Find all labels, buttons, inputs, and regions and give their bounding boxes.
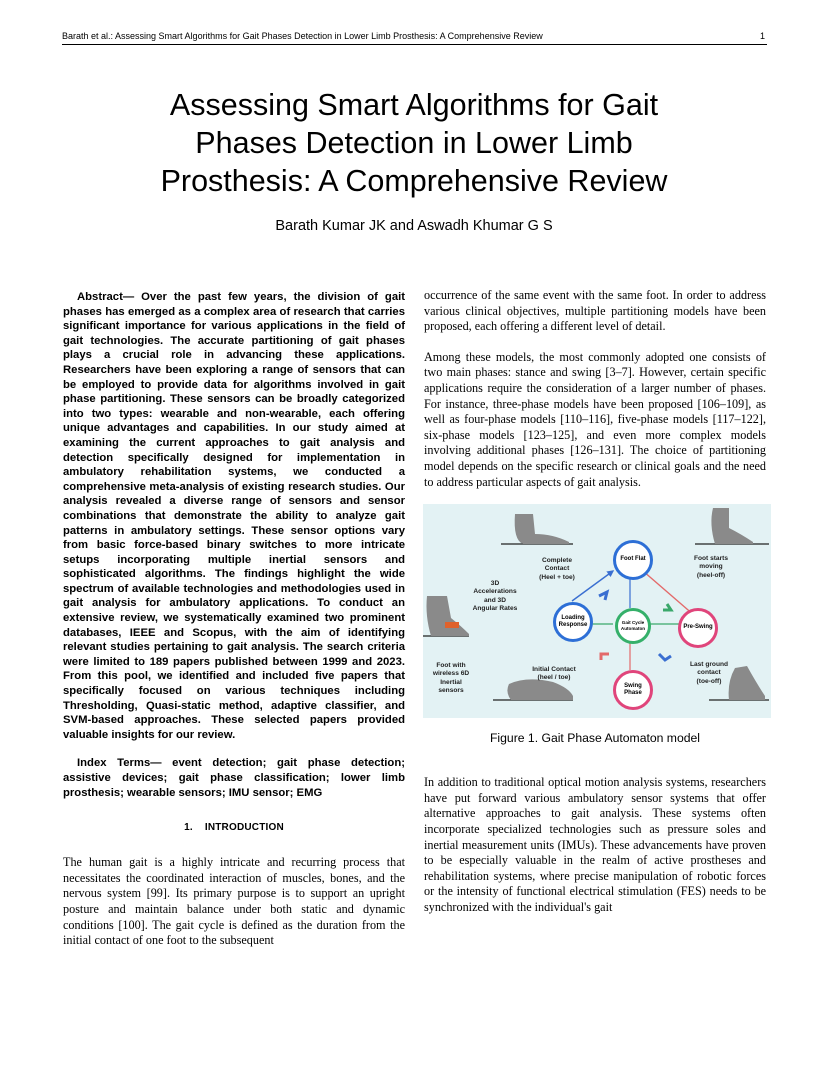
label-last-ground-contact: Last ground contact (toe-off) — [689, 661, 729, 685]
abstract — [63, 290, 405, 742]
right-paragraph-1: occurrence of the same event with the same foot. In order to address various clinical objectives, multiple partitioning models have been proposed, each offering a different level of detail. — [424, 288, 766, 334]
curved-arrow-icon — [601, 654, 609, 660]
left-column — [63, 290, 405, 949]
section-number: 1. — [184, 822, 193, 834]
page-number: 1 — [759, 31, 765, 41]
abstract-label: Abstract— — [77, 291, 135, 303]
curved-arrow-icon — [659, 654, 671, 660]
curved-arrow-icon — [599, 592, 607, 600]
label-foot-with-sensors: Foot with wireless 6D Inertial sensors — [432, 662, 470, 694]
running-head — [62, 28, 767, 45]
right-paragraph-3: In addition to traditional optical motion analysis systems, researchers have put forward various ambulatory sensor systems that offer alternative approaches to gait analysis. These systems often incorporate specialized technologies such as pressure soles and inertial measurement units (IMUs). These advancements have proven to be especially valuable in the realm of active prostheses and rehabilitation systems, where precise manipulation of robotic forces or the intensity of functional electrical stimulation (FES) needs to be synchronized with the individual's gait — [424, 775, 766, 914]
foot-icon — [515, 514, 569, 544]
label-complete-contact: Complete Contact (Heel + toe) — [539, 557, 575, 581]
label-foot-starts: Foot starts moving (heel-off) — [693, 555, 729, 579]
abstract-text: Over the past few years, the division of gait phases has emerged as a complex area of research that carries significant importance for various applications in the field of gait technologies. The accurate partitioning of gait phases plays a crucial role in advancing these applications. Researchers have been exploring a range of sensors that can be employed to provide data for algorithms involved in gait phase partitioning. These sensors can be broadly categorized into two types: wearable and non-wearable, each offering unique advantages and capabilities. In our study aimed at examining the current approaches to gait analysis and detection specifically designed for implementation in ambulatory rehabilitation systems, we conducted a comprehensive meta-analysis of existing research studies. Our analysis revealed a diverse range of sensors and sensor combinations that demonstrate the ability to analyze gait patterns in ambulatory settings. These sensor options vary from basic force-based binary switches to more intricate setups incorporating multiple inertial sensors and sophisticated algorithms. The findings highlight the wide spectrum of available technologies and methodologies used in gait analysis for ambulatory applications. To conduct an extensive review, we systematically examined two prominent databases, IEEE and Scopus, with the aim of identifying relevant studies pertaining to gait analysis. The search criteria were limited to 189 papers published between 1999 and 2023. From this pool, we identified and included five papers that specifically focused on various techniques including Thresholding, Quasi-static method, adaptive classifier, and SVM-based approaches. These selected papers provided valuable insights for our review. — [63, 291, 405, 741]
paper-title — [80, 86, 748, 200]
index-terms-text: event detection; gait phase detection; assistive devices; gait phase classification; lower limb prosthesis; wearable sensors; IMU sensor; EMG — [63, 757, 405, 799]
title-line-3: Prosthesis: A Comprehensive Review — [160, 164, 668, 198]
foot-icon — [507, 680, 573, 701]
node-swing-phase: Swing Phase — [613, 670, 653, 710]
gait-phase-figure — [423, 504, 771, 718]
index-terms — [63, 756, 405, 800]
node-foot-flat: Foot Flat — [613, 540, 653, 580]
title-line-2: Phases Detection in Lower Limb — [195, 126, 633, 160]
title-line-1: Assessing Smart Algorithms for Gait — [169, 88, 659, 122]
authors: Barath Kumar JK and Aswadh Khumar G S — [275, 218, 553, 234]
label-accelerations: 3D Accelerations and 3D Angular Rates — [472, 580, 518, 612]
right-paragraph-2: Among these models, the most commonly adopted one consists of two main phases: stance and swing [3–7]. However, certain specific applications require the consideration of a larger number of phases. For instance, three-phase models have been proposed [106–109], as well as four-phase models [110–116], five-phase models [117–122], six-phase models [123–125], and even more complex models involving additional phases [126–131]. The choice of partitioning model depends on the specific research or clinical goals and the need to address particular aspects of gait analysis. — [424, 349, 766, 489]
section-heading — [63, 822, 405, 833]
right-column — [424, 288, 766, 915]
figure-caption: Figure 1. Gait Phase Automaton model — [489, 731, 700, 746]
intro-paragraph: The human gait is a highly intricate and recurring process that necessitates the coordinated interaction of muscles, bones, and the nervous system [99]. Its primary purpose is to support an upright posture and maintain balance under both static and dynamic conditions [100]. The gait cycle is defined as the duration from the initial contact of one foot to the subsequent — [63, 855, 405, 948]
node-loading-response: Loading Response — [553, 602, 593, 642]
foot-icon — [711, 508, 753, 544]
node-pre-swing: Pre-Swing — [678, 608, 718, 648]
section-title: INTRODUCTION — [204, 822, 284, 834]
running-head-text: Barath et al.: Assessing Smart Algorithms for Gait Phases Detection in Lower Limb Prosthesis: A Comprehensive Review — [62, 31, 543, 41]
sensor-icon — [445, 622, 459, 628]
index-terms-label: Index Terms— — [77, 757, 162, 770]
node-gait-cycle: Gait Cycle Automaton — [615, 608, 651, 644]
curved-arrow-icon — [663, 604, 671, 610]
label-initial-contact: Initial Contact (heel / toe) — [532, 666, 576, 682]
